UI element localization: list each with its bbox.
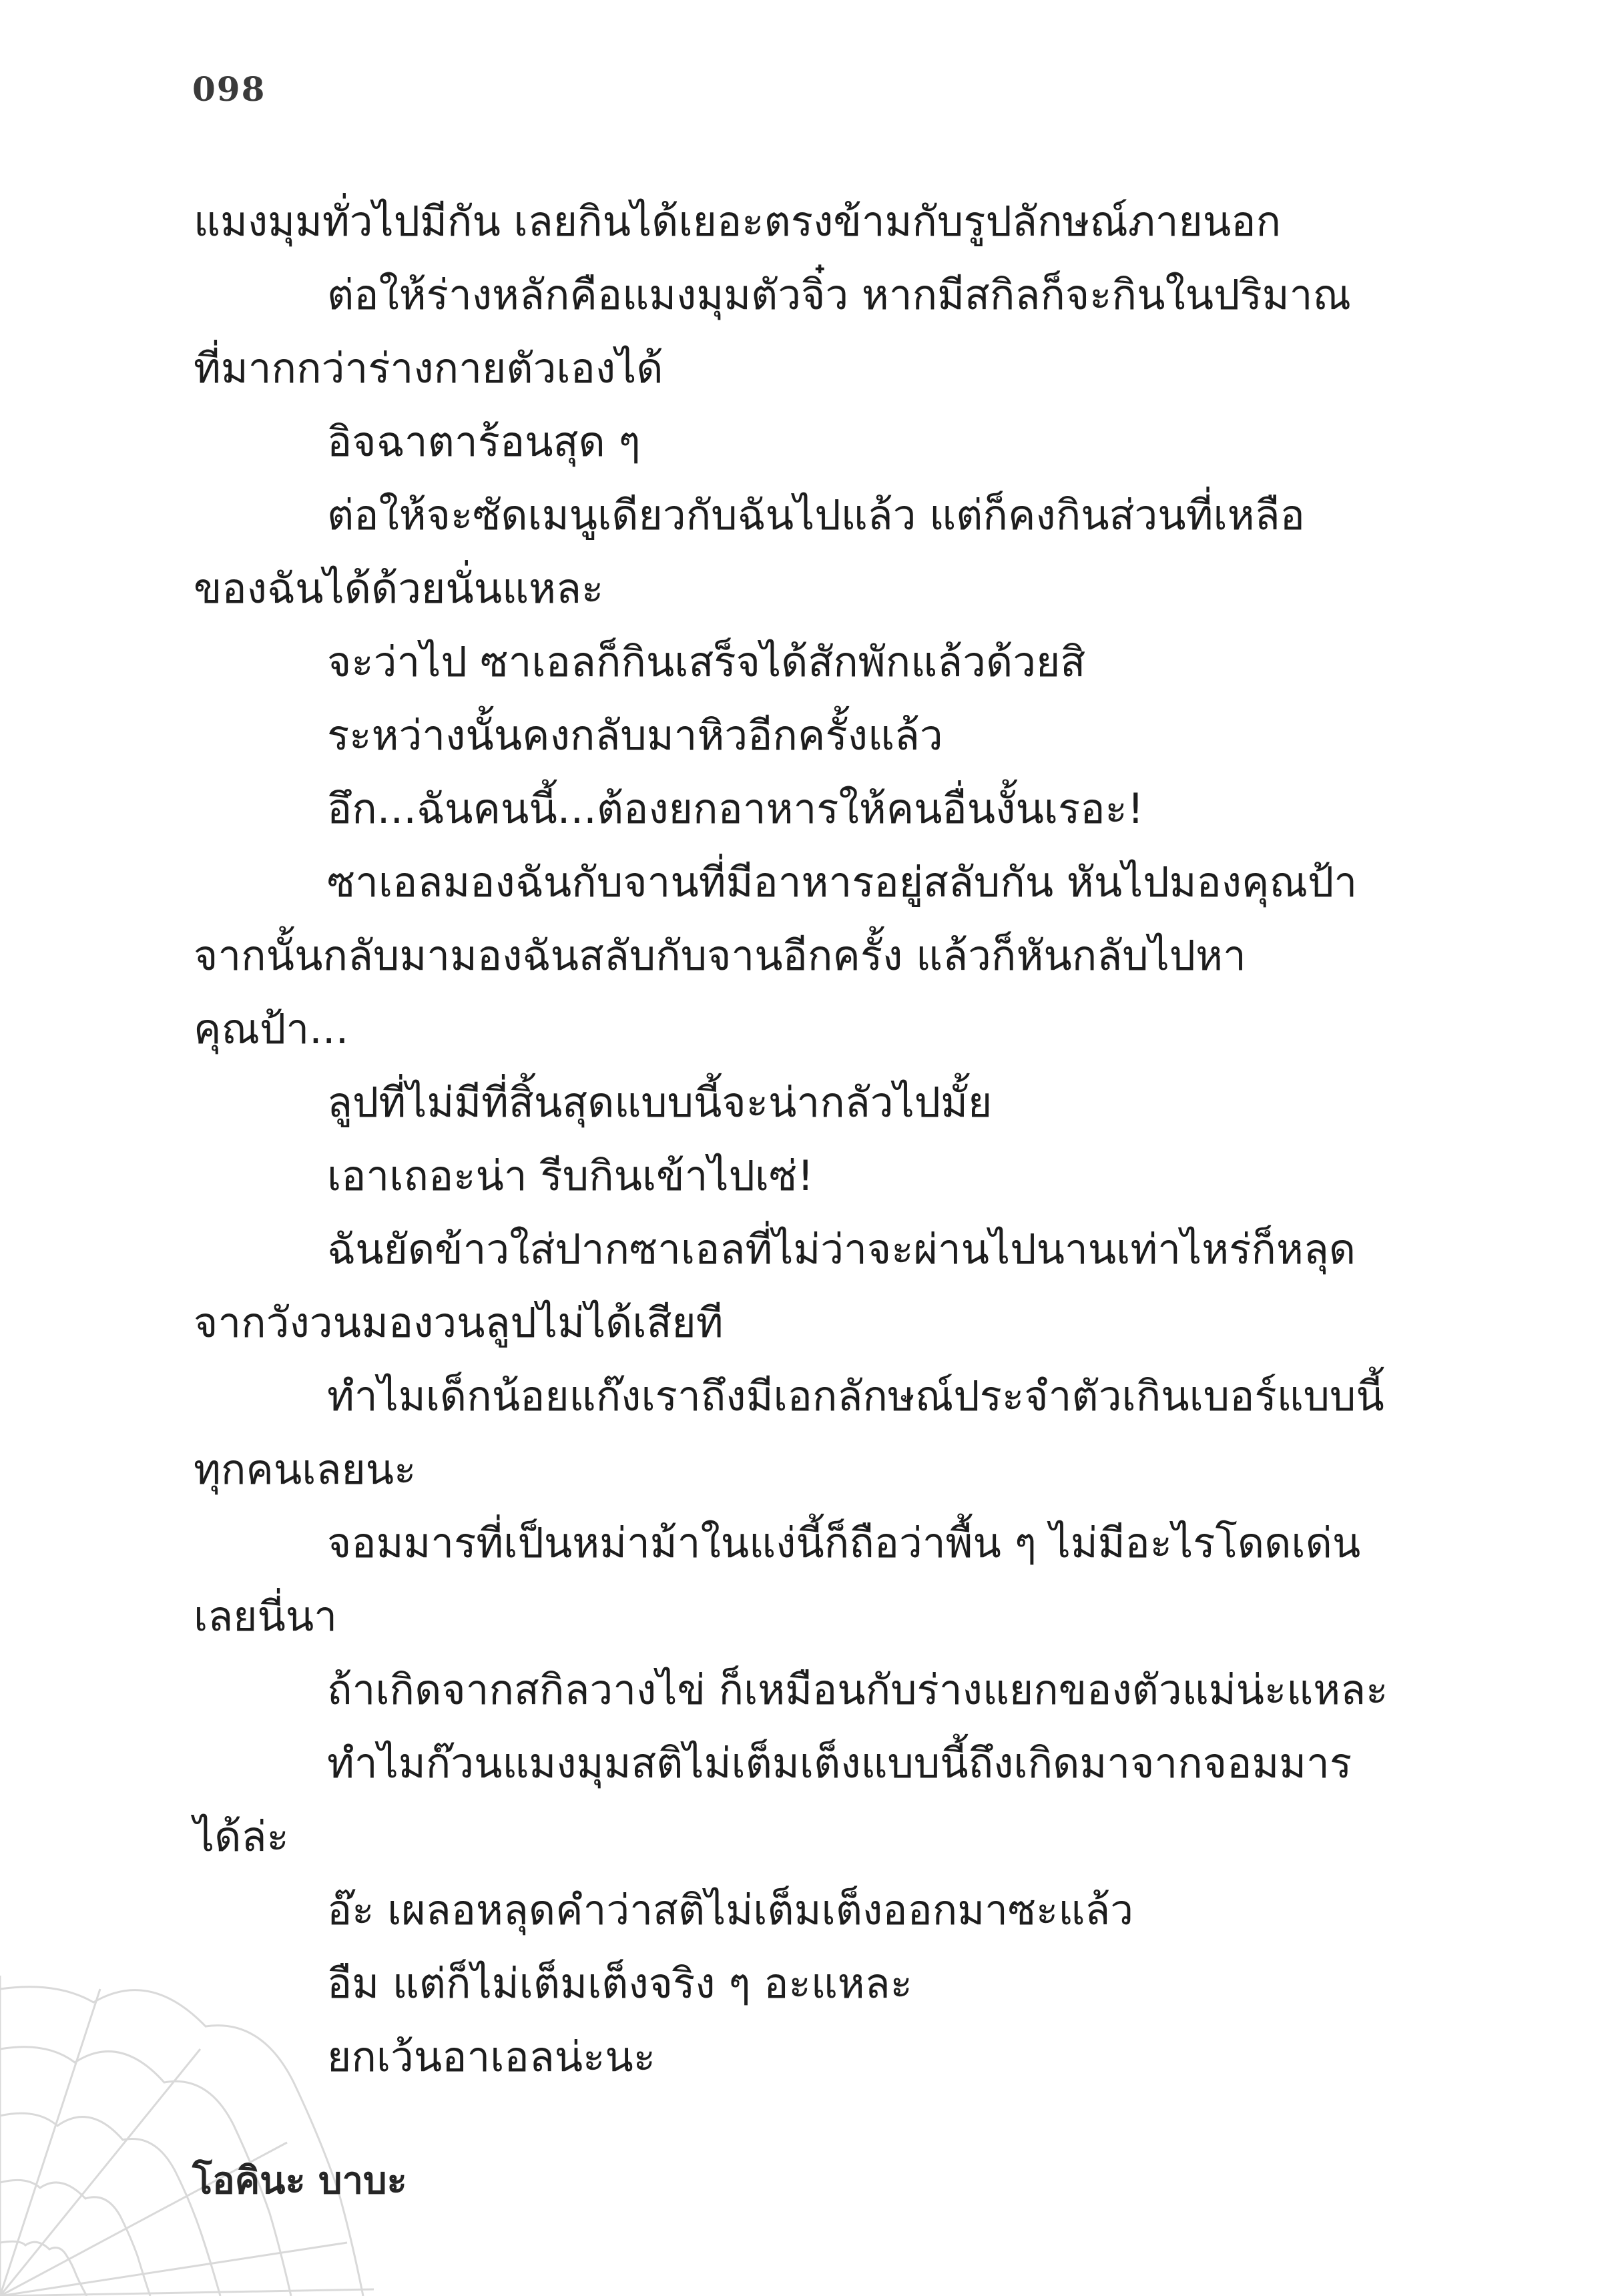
- text-line: ได้ล่ะ: [194, 1812, 289, 1861]
- text-line: ทำไมเด็กน้อยแก๊งเราถึงมีเอกลักษณ์ประจำตัวเกินเบอร์แบบนี้: [327, 1372, 1384, 1420]
- text-line: จากวังวนมองวนลูปไม่ได้เสียที: [194, 1298, 724, 1347]
- text-line: อึก...ฉันคนนี้...ต้องยกอาหารให้คนอื่นงั้นเรอะ!: [327, 784, 1144, 833]
- text-line: อ๊ะ เผลอหลุดคำว่าสติไม่เต็มเต็งออกมาซะแล้ว: [327, 1886, 1134, 1934]
- text-line: ยกเว้นอาเอลน่ะนะ: [327, 2032, 656, 2081]
- text-line: จอมมารที่เป็นหม่าม้าในแง่นี้ก็ถือว่าพื้น ๆ ไม่มีอะไรโดดเด่น: [327, 1518, 1361, 1567]
- page-number: 098: [192, 69, 266, 109]
- text-line: ถ้าเกิดจากสกิลวางไข่ ก็เหมือนกับร่างแยกของตัวแม่น่ะแหละ: [327, 1665, 1388, 1714]
- text-line: ฉันยัดข้าวใส่ปากซาเอลที่ไม่ว่าจะผ่านไปนานเท่าไหร่ก็หลุด: [327, 1225, 1356, 1273]
- text-line: เอาเถอะน่า รีบกินเข้าไปเซ่!: [327, 1151, 814, 1200]
- text-line: ที่มากกว่าร่างกายตัวเองได้: [194, 344, 663, 392]
- text-line: ระหว่างนั้นคงกลับมาหิวอีกครั้งแล้ว: [327, 711, 943, 760]
- text-line: ต่อให้ร่างหลักคือแมงมุมตัวจิ๋ว หากมีสกิลก็จะกินในปริมาณ: [327, 270, 1351, 319]
- text-line: จะว่าไป ซาเอลก็กินเสร็จได้สักพักแล้วด้วยสิ: [327, 637, 1086, 686]
- text-line: ทำไมก๊วนแมงมุมสติไม่เต็มเต็งแบบนี้ถึงเกิดมาจากจอมมาร: [327, 1739, 1352, 1787]
- spider-web-decoration: [0, 1976, 374, 2296]
- text-line: ซาเอลมองฉันกับจานที่มีอาหารอยู่สลับกัน หันไปมองคุณป้า: [327, 858, 1358, 906]
- text-line: คุณป้า...: [194, 1005, 349, 1053]
- text-line: ของฉันได้ด้วยนั่นแหละ: [194, 564, 604, 613]
- text-line: ลูปที่ไม่มีที่สิ้นสุดแบบนี้จะน่ากลัวไปมั้ย: [327, 1078, 993, 1127]
- text-line: ทุกคนเลยนะ: [194, 1445, 417, 1494]
- text-line: จากนั้นกลับมามองฉันสลับกับจานอีกครั้ง แล้วก็หันกลับไปหา: [194, 931, 1246, 980]
- text-line: ต่อให้จะซัดเมนูเดียวกับฉันไปแล้ว แต่ก็คงกินส่วนที่เหลือ: [327, 491, 1305, 539]
- footer-series-title: โอคินะ บาบะ: [192, 2159, 407, 2203]
- text-line: แมงมุมทั่วไปมีกัน เลยกินได้เยอะตรงข้ามกับรูปลักษณ์ภายนอก: [194, 197, 1282, 246]
- text-line: เลยนี่นา: [194, 1592, 338, 1641]
- text-line: อืม แต่ก็ไม่เต็มเต็งจริง ๆ อะแหละ: [327, 1959, 912, 2008]
- text-line: อิจฉาตาร้อนสุด ๆ: [327, 417, 641, 466]
